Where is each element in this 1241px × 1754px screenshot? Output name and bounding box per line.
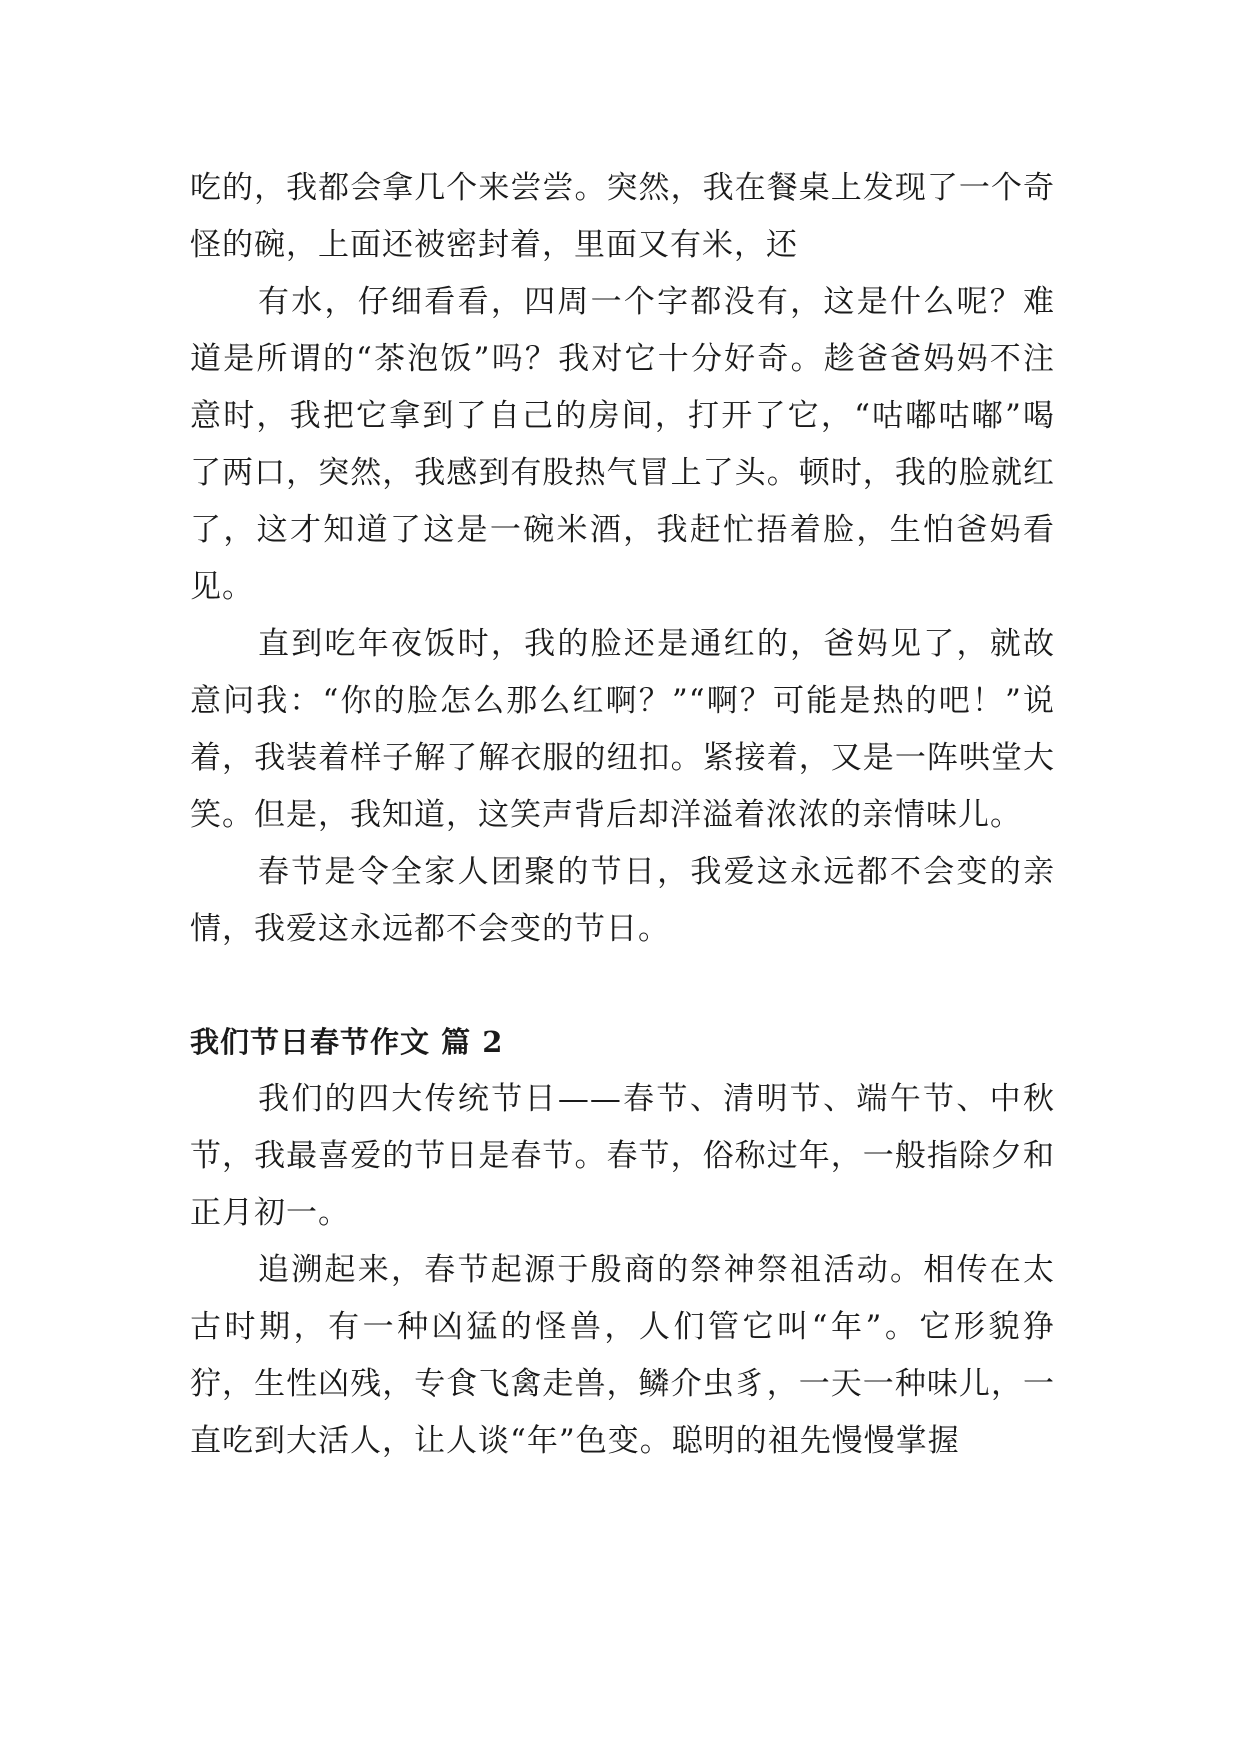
paragraph-6: 追溯起来，春节起源于殷商的祭神祭祖活动。相传在太古时期，有一种凶猛的怪兽，人们管它叫“年”。它形貌狰狞，生性凶残，专食飞禽走兽，鳞介虫豸，一天一种味儿，一直吃到大活人，让人谈“年”色变。聪明的祖先慢慢掌握 [190, 1252, 1055, 1459]
section-heading: 我们节日春节作文 篇 2 [190, 1025, 504, 1059]
paragraph-2: 有水，仔细看看，四周一个字都没有，这是什么呢？难道是所谓的“茶泡饭”吗？我对它十分好奇。趁爸爸妈妈不注意时，我把它拿到了自己的房间，打开了它，“咕嘟咕嘟”喝了两口，突然，我感到有股热气冒上了头。顿时，我的脸就红了，这才知道了这是一碗米酒，我赶忙捂着脸，生怕爸妈看见。 [190, 284, 1055, 605]
paragraph-5: 我们的四大传统节日——春节、清明节、端午节、中秋节，我最喜爱的节日是春节。春节，俗称过年，一般指除夕和正月初一。 [190, 1081, 1055, 1231]
document-body [190, 160, 1055, 1470]
paragraph-1: 吃的，我都会拿几个来尝尝。突然，我在餐桌上发现了一个奇怪的碗，上面还被密封着，里面又有米，还 [190, 170, 1055, 263]
paragraph-4: 春节是令全家人团聚的节日，我爱这永远都不会变的亲情，我爱这永远都不会变的节日。 [190, 854, 1055, 947]
paragraph-3: 直到吃年夜饭时，我的脸还是通红的，爸妈见了，就故意问我：“你的脸怎么那么红啊？”“啊？可能是热的吧！”说着，我装着样子解了解衣服的纽扣。紧接着，又是一阵哄堂大笑。但是，我知道，这笑声背后却洋溢着浓浓的亲情味儿。 [190, 626, 1055, 833]
